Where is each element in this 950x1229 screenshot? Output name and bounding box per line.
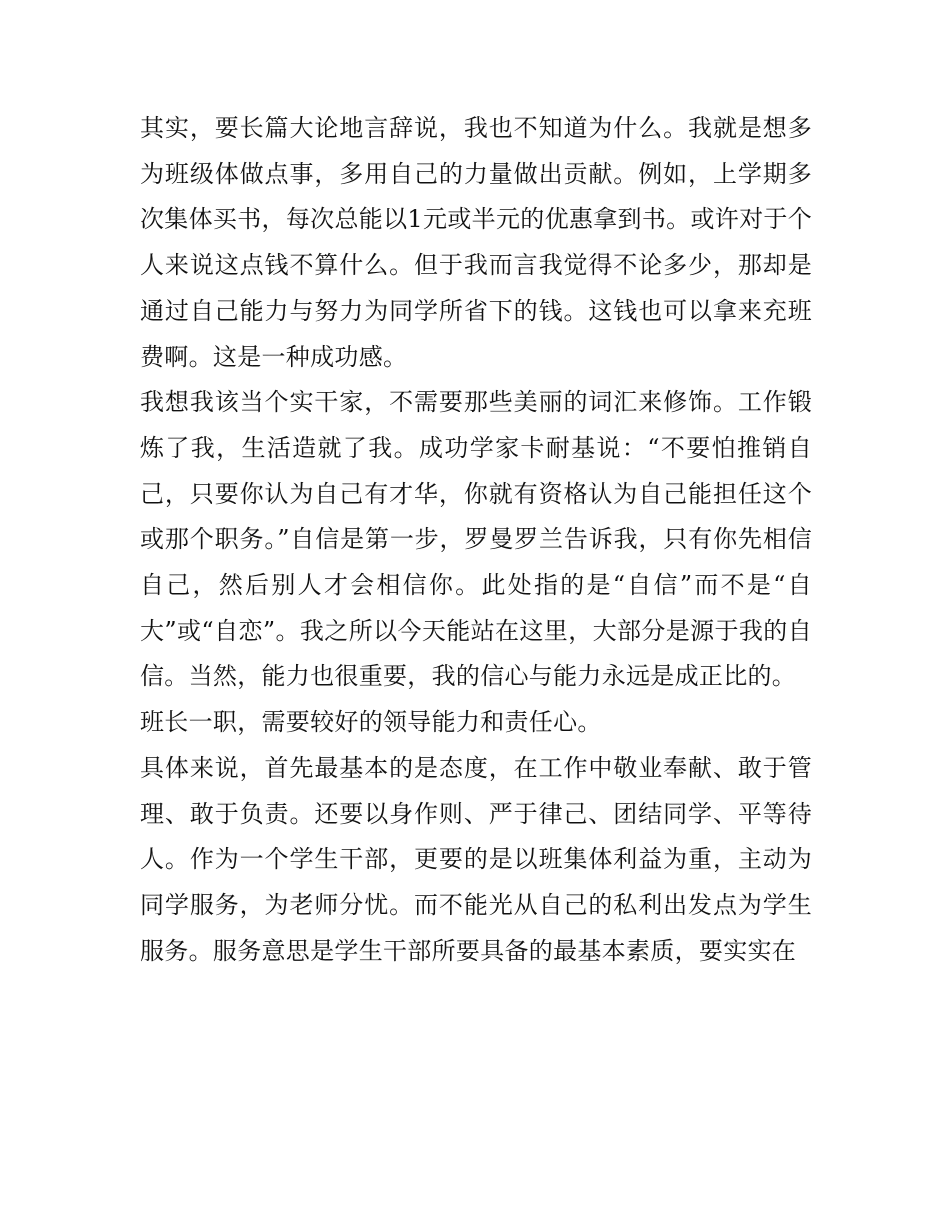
paragraph-monitor-role: 班长一职，需要较好的领导能力和责任心。	[140, 708, 602, 737]
paragraph-attitude: 具体来说，首先最基本的是态度，在工作中敬业奉献、敢于管理、敢于负责。还要以身作则、严于律己、团结同学、平等待人。作为一个学生干部，更要的是以班集体利益为重，主动为同学服务，为老师分忧。而不能光从自己的私利出发点为学生服务。服务意思是学生干部所要具备的最基本素质，要实实在	[140, 753, 812, 965]
paragraph-confidence: 我想我该当个实干家，不需要那些美丽的词汇来修饰。工作锻炼了我，生活造就了我。成功学家卡耐基说：“不要怕推销自己，只要你认为自己有才华，你就有资格认为自己能担任这个或那个职务。”自信是第一步，罗曼罗兰告诉我，只有你先相信自己，然后别人才会相信你。此处指的是“自信”而不是“自大”或“自恋”。我之所以今天能站在这里，大部分是源于我的自信。当然，能力也很重要，我的信心与能力永远是成正比的。	[140, 388, 812, 691]
paragraph-motivation: 其实，要长篇大论地言辞说，我也不知道为什么。我就是想多为班级体做点事，多用自己的力量做出贡献。例如，上学期多次集体买书，每次总能以1元或半元的优惠拿到书。或许对于个人来说这点钱不算什么。但于我而言我觉得不论多少，那却是通过自己能力与努力为同学所省下的钱。这钱也可以拿来充班费啊。这是一种成功感。	[140, 114, 812, 371]
document-body	[140, 106, 812, 974]
